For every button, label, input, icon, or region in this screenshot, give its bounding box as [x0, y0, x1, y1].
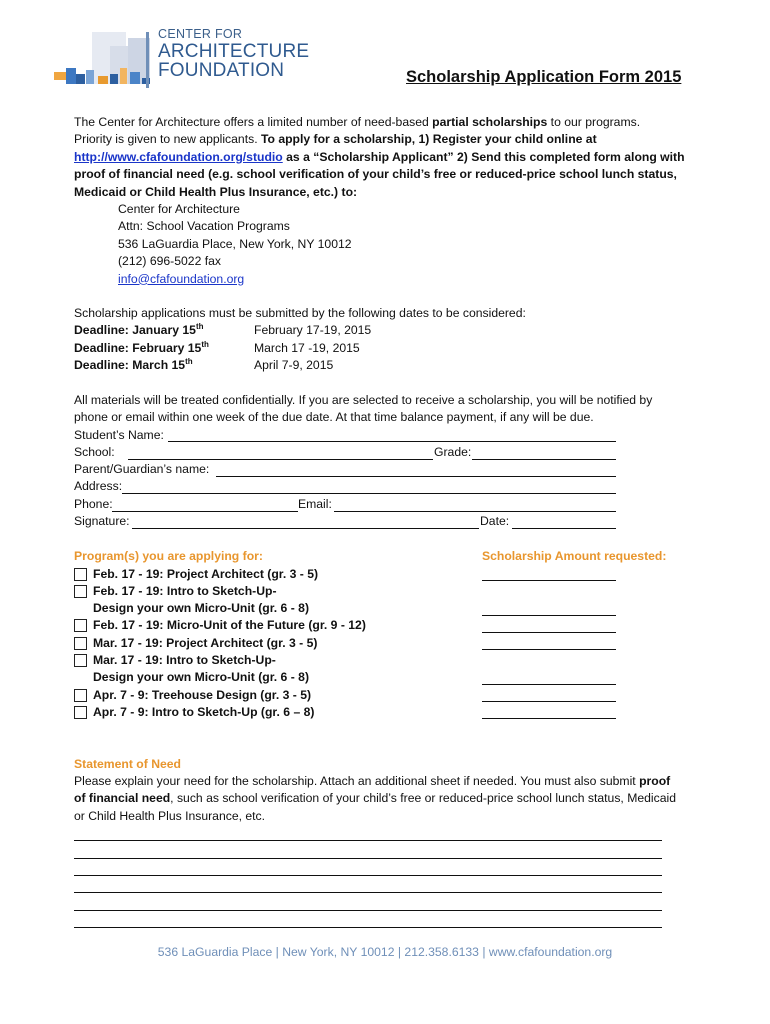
- program-label: Feb. 17 - 19: Intro to Sketch-Up-: [93, 584, 277, 598]
- logo-line-1: CENTER FOR: [158, 27, 243, 41]
- program-label: Apr. 7 - 9: Intro to Sketch-Up (gr. 6 – 8): [93, 705, 315, 719]
- amount-field[interactable]: [482, 718, 616, 719]
- program-checkbox[interactable]: [74, 689, 87, 702]
- signature-field[interactable]: [132, 528, 479, 529]
- grade-label: Grade:: [434, 445, 472, 459]
- statement-line-field[interactable]: [74, 892, 662, 893]
- phone-field[interactable]: [112, 511, 298, 512]
- program-label-cont: Design your own Micro-Unit (gr. 6 - 8): [93, 670, 310, 684]
- statement-line-field[interactable]: [74, 858, 662, 859]
- deadline-label: Deadline: February 15th: [74, 339, 209, 355]
- intro-line-3: http://www.cfafoundation.org/studio as a “Scholarship Applicant” 2) Send this completed form along with: [74, 149, 685, 164]
- deadline-row: [74, 357, 474, 374]
- deadline-label: Deadline: March 15th: [74, 356, 193, 372]
- program-label: Apr. 7 - 9: Treehouse Design (gr. 3 - 5): [93, 688, 312, 702]
- deadline-dates: March 17 -19, 2015: [254, 341, 360, 355]
- amount-field[interactable]: [482, 615, 616, 616]
- logo-line-3: FOUNDATION: [158, 59, 285, 81]
- program-label: Feb. 17 - 19: Micro-Unit of the Future (gr. 9 - 12): [93, 618, 366, 632]
- confidential-line-1: All materials will be treated confidentially. If you are selected to receive a scholarship, you will be notified by: [74, 393, 653, 407]
- logo-line-2: ARCHITECTURE: [158, 40, 310, 62]
- program-checkbox[interactable]: [74, 619, 87, 632]
- address-line-1: Center for Architecture: [118, 202, 240, 216]
- statement-line-field[interactable]: [74, 840, 662, 841]
- address-label: Address:: [74, 479, 123, 493]
- address-line-4: (212) 696-5022 fax: [118, 254, 221, 269]
- address-line-2: Attn: School Vacation Programs: [118, 219, 290, 234]
- email-link[interactable]: info@cfafoundation.org: [118, 271, 245, 286]
- intro-line-4: proof of financial need (e.g. school verification of your child’s free or reduced-price school lunch status,: [74, 167, 677, 182]
- statement-line-field[interactable]: [74, 910, 662, 911]
- parent-name-label: Parent/Guardian’s name:: [74, 462, 210, 476]
- intro-line-1: The Center for Architecture offers a limited number of need-based partial scholarships to our programs.: [74, 115, 641, 129]
- studio-link[interactable]: http://www.cfafoundation.org/studio: [74, 149, 283, 164]
- statement-line-2: of financial need, such as school verification of your child’s free or reduced-price school lunch status, Medicaid: [74, 791, 676, 806]
- deadline-row: [74, 340, 474, 357]
- deadlines-intro: Scholarship applications must be submitted by the following dates to be considered:: [74, 306, 526, 320]
- student-name-field[interactable]: [168, 441, 616, 442]
- parent-name-field[interactable]: [216, 476, 616, 477]
- amount-field[interactable]: [482, 684, 616, 685]
- footer-contact: 536 LaGuardia Place | New York, NY 10012 | 212.358.6133 | www.cfafoundation.org: [157, 945, 613, 959]
- program-checkbox[interactable]: [74, 568, 87, 581]
- statement-paragraph: [74, 773, 714, 825]
- program-checkbox[interactable]: [74, 654, 87, 667]
- amount-field[interactable]: [482, 701, 616, 702]
- confidential-line-2: phone or email within one week of the due date. At that time balance payment, if any will be due.: [74, 410, 594, 425]
- deadline-label: Deadline: January 15th: [74, 321, 204, 337]
- date-field[interactable]: [512, 528, 616, 529]
- program-label-cont: Design your own Micro-Unit (gr. 6 - 8): [93, 601, 310, 615]
- program-label: Mar. 17 - 19: Project Architect (gr. 3 - 5): [93, 636, 318, 650]
- program-checkbox[interactable]: [74, 585, 87, 598]
- phone-label: Phone:: [74, 497, 113, 511]
- school-label: School:: [74, 445, 115, 459]
- cfa-logo: [52, 27, 310, 94]
- intro-line-2: Priority is given to new applicants. To apply for a scholarship, 1) Register your child online at: [74, 132, 597, 147]
- address-line-3: 536 LaGuardia Place, New York, NY 10012: [118, 236, 352, 251]
- deadline-dates: February 17-19, 2015: [254, 323, 372, 337]
- form-title: Scholarship Application Form 2015: [406, 68, 682, 86]
- program-checkbox[interactable]: [74, 637, 87, 650]
- program-checkbox[interactable]: [74, 706, 87, 719]
- email-label: Email:: [298, 497, 332, 511]
- mailing-address: [118, 201, 352, 288]
- address-field[interactable]: [122, 493, 616, 494]
- deadline-row: [74, 322, 474, 339]
- date-label: Date:: [480, 514, 510, 528]
- logo-text: [158, 28, 309, 80]
- statement-line-field[interactable]: [74, 875, 662, 876]
- program-label: Mar. 17 - 19: Intro to Sketch-Up-: [93, 653, 276, 667]
- amount-heading: Scholarship Amount requested:: [482, 549, 667, 563]
- student-name-label: Student’s Name:: [74, 428, 164, 442]
- email-field[interactable]: [334, 511, 616, 512]
- deadline-dates: April 7-9, 2015: [254, 358, 334, 372]
- intro-paragraph: [74, 114, 714, 201]
- confidentiality-paragraph: [74, 392, 714, 427]
- grade-field[interactable]: [472, 459, 616, 460]
- school-field[interactable]: [128, 459, 433, 460]
- amount-field[interactable]: [482, 580, 616, 581]
- signature-label: Signature:: [74, 514, 130, 528]
- logo-blocks-icon: [52, 28, 158, 94]
- amount-field[interactable]: [482, 632, 616, 633]
- intro-line-5: Medicaid or Child Health Plus Insurance, etc.) to:: [74, 184, 358, 199]
- amount-field[interactable]: [482, 649, 616, 650]
- programs-heading: Program(s) you are applying for:: [74, 549, 263, 563]
- statement-heading: Statement of Need: [74, 757, 181, 771]
- statement-line-3: or Child Health Plus Insurance, etc.: [74, 808, 266, 823]
- program-label: Feb. 17 - 19: Project Architect (gr. 3 - 5): [93, 567, 319, 581]
- statement-line-1: Please explain your need for the scholarship. Attach an additional sheet if needed. You must also submit proof: [74, 774, 671, 788]
- statement-line-field[interactable]: [74, 927, 662, 928]
